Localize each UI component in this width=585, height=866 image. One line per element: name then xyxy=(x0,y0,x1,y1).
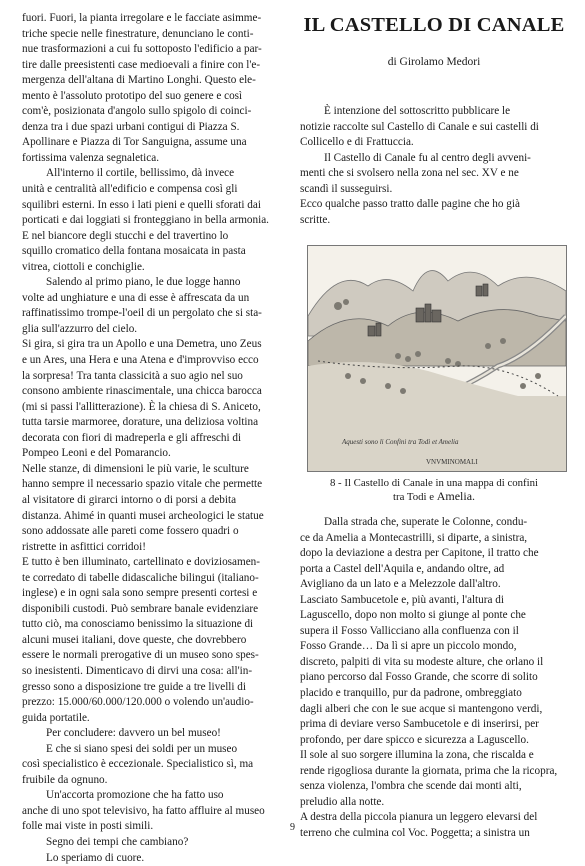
paragraph: Il Castello di Canale fu al centro degli avveni- menti che si svolsero nella zona nel sec. XV e ne scandì il susseguirsi. xyxy=(300,151,531,195)
paragraph: E che si siano spesi dei soldi per un museo così specialistico è eccezionale. Specialistico sì, ma fruibile da ognuno. xyxy=(22,742,254,786)
paragraph: Dalla strada che, superate le Colonne, condu- ce da Amelia a Montecastrilli, si diparte, a sinistra, dopo la deviazione a destra per Capitone, il tratto che porta a Castel dell'Aquila e, andando oltre, ad Avigliano da un lato e a Melezzole dall'altro. xyxy=(300,516,539,591)
paragraph: Un'accorta promozione che ha fatto uso anche di uno spot televisivo, ha fatto affluire al museo folle mai viste in posti simili. xyxy=(22,789,265,833)
map-inscription: Aquesti sono li Confini tra Todi et Amelia xyxy=(342,438,459,446)
paragraph: Lasciato Sambucetole e, più avanti, l'altura di Laguscello, dopo non molto si giunge al ponte che supera il Fosso Vallicciano alla confluenza con il Fosso Grande… Da lì si apre un piccolo mondo, discreto, palpiti di vita su modeste alture, che orlano il piano percorso dal Fosso Grande, che scorre di solito placido e tranquillo, pur da padrone, ombreggiato dagli alberi che con le sue acque si mantengono verdi, prima di deviare verso Sambucetole e di inserirsi, per profondo, per dare spicco e sicurezza a Laguscello. xyxy=(300,593,544,746)
paragraph: fuori. Fuori, la pianta irregolare e le facciate asimme- triche specie nelle finestrature, denunciano le conti- nue trasformazioni a cui fu sottoposto l'edificio a par- tire dalle preesistenti case medioevali a finire con l'e- mergenza dell'altana di Martino Longhi. Questo ele- mento è l'assoluto prototipo del suo genere e così com'è, posizionata d'angolo sullo spigolo di coinci- denza tra i due spazi urbani contigui di Piazza S. Apollinare e Piazza di Tor Sanguigna, assume una fortissima valenza segnaletica. xyxy=(22,12,262,164)
article-author: di Girolamo Medori xyxy=(387,56,481,68)
historical-map-illustration xyxy=(308,246,566,471)
paragraph: E tutto è ben illuminato, cartellinato e doviziosamen- te corredato di tabelle didascaliche bilingui (italiano- inglese) e in ogni sala sono sempre presenti cortesi e disponibili custodi. Può sembrare banale evidenziare tutto ciò, ma conosciamo benissimo la situazione di alcuni musei italiani, dove queste, che dovrebbero essere le normali prerogative di un museo sono spes- so inesistenti. Dimenticavo di dirvi una cosa: all'in- gresso sono a disposizione tre guide a tre livelli di prezzo: 15.000/60.000/120.000 o volendo un'audio- guida portatile. xyxy=(22,556,260,724)
figure-caption xyxy=(300,477,568,504)
paragraph: Si gira, si gira tra un Apollo e una Demetra, uno Zeus e un Ares, una Hera e una Atena e d'improvviso ecco la sorpresa! Tra tanta classicità a suo agio nel suo consono ambiente rinascimentale, una chicca barocca (mi si passi l'allitterazione). È la chiesa di S. Aniceto, tutta tarsie marmoree, dorature, una deliziosa voltina decorata con fiori di madreperla e gli affreschi di Pompeo Leoni e del Pomarancio. xyxy=(22,338,262,460)
paragraph: Ecco qualche passo tratto dalle pagine che ho già scritte. xyxy=(300,198,520,226)
article-title: IL CASTELLO DI CANALE xyxy=(303,14,565,36)
paragraph: Il sole al suo sorgere illumina la zona, che riscalda e rende rigogliosa durante la giornata, prima che la ricopra, senza violenza, l'ombra che scende dai monti alti, preludio alla notte. xyxy=(300,749,558,808)
caption-line-2a: tra Todi e xyxy=(392,491,437,503)
caption-line-2b: Amelia. xyxy=(436,489,476,503)
map-label: VNVMINOMALI xyxy=(426,458,478,466)
left-column xyxy=(22,11,284,866)
paragraph: All'interno il cortile, bellissimo, dà invece unità e centralità all'edificio e compensa così gli squilibri esterni. In esso i lati pieni e quelli sforati dai porticati e dai loggiati si fronteggiano in bella armonia. E nel biancore degli stucchi e del travertino lo squillo cromatico della fontana mosaicata in pasta vitrea, ciottoli e conchiglie. xyxy=(22,167,269,273)
paragraph: Nelle stanze, di dimensioni le più varie, le sculture hanno sempre il necessario spazio vitale che permette al visitatore di girarci intorno o di porsi a debita distanza. Ahimé in quanti musei archeologici le statue sono addossate alle pareti come fossero quadri o ristrette in asfittici corridoi! xyxy=(22,462,264,553)
paragraph: Lo speriamo di cuore. xyxy=(46,851,145,864)
right-column-intro xyxy=(300,104,568,228)
page-number: 9 xyxy=(290,822,295,833)
paragraph: Per concludere: davvero un bel museo! xyxy=(46,727,221,740)
paragraph: A destra della piccola pianura un leggero elevarsi del terreno che culmina col Voc. Poggetta; a sinistra un xyxy=(300,811,538,839)
paragraph: Salendo al primo piano, le due logge hanno volte ad unghiature e una di esse è affrescata da un raffinatissimo trompe-l'oeil di un pergolato che si sta- glia sull'azzurro del cielo. xyxy=(22,276,262,335)
caption-line-1: 8 - Il Castello di Canale in una mappa di confini xyxy=(329,477,539,489)
paragraph: Segno dei tempi che cambiano? xyxy=(46,835,189,848)
paragraph: È intenzione del sottoscritto pubblicare le notizie raccolte sul Castello di Canale e sui castelli di Collicello e di Frattuccia. xyxy=(300,105,539,149)
map-figure xyxy=(307,245,567,472)
right-column-body xyxy=(300,515,568,841)
